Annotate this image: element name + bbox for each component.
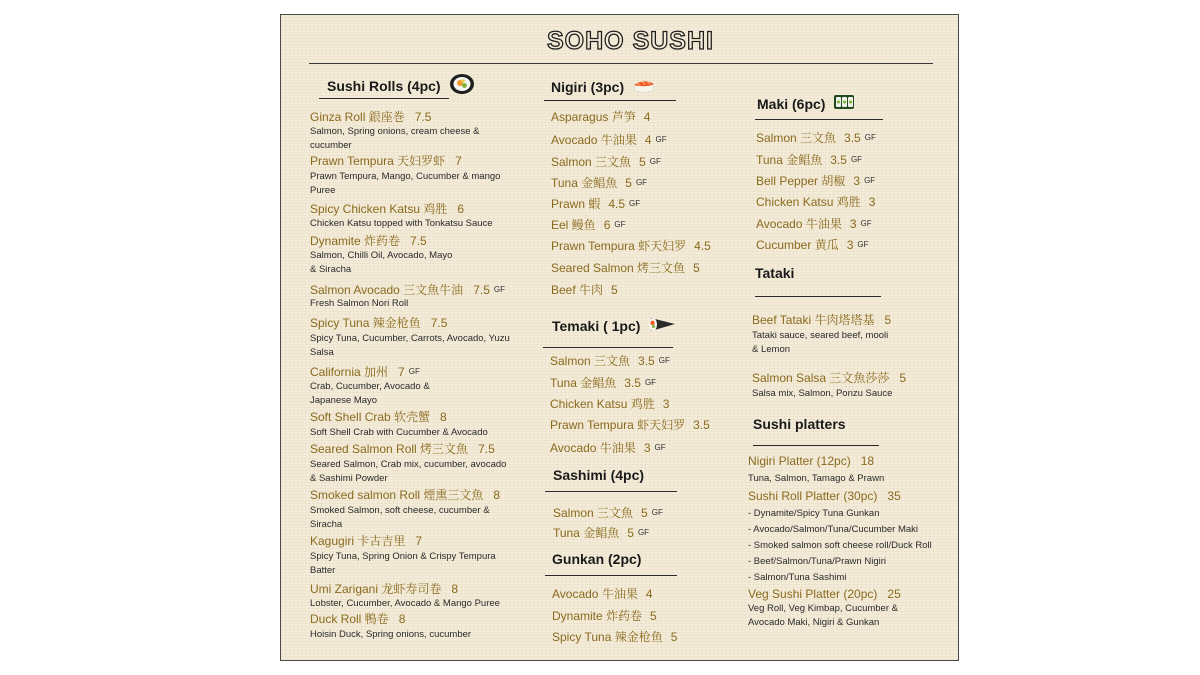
temaki-item: [550, 397, 669, 412]
gluten-free-badge: GF: [860, 219, 872, 228]
item-name: Eel 鳗鱼: [551, 218, 596, 232]
item-description: & Sashimi Powder: [310, 473, 388, 484]
gunkan-item: [552, 609, 657, 624]
nigiri-icon: [632, 77, 656, 96]
gluten-free-badge: GF: [857, 240, 869, 249]
item-description: Fresh Salmon Nori Roll: [310, 298, 409, 309]
item-name: Spicy Tuna 辣金枪鱼: [552, 630, 663, 644]
item-description: Salsa mix, Salmon, Ponzu Sauce: [752, 388, 893, 399]
temaki-heading-text: Temaki ( 1pc): [552, 317, 641, 334]
sushi-rolls-item: [310, 410, 447, 425]
item-description: Batter: [310, 565, 336, 576]
item-description: Tataki sauce, seared beef, mooli: [752, 330, 889, 341]
nigiri-item: [551, 239, 711, 254]
item-price: 7.5: [414, 110, 432, 124]
section-heading-platters: [753, 416, 846, 432]
item-description: Seared Salmon, Crab mix, cucumber, avocado: [310, 459, 507, 470]
item-name: Tuna 金鲳魚: [553, 526, 620, 540]
item-name: Dynamite 炸药卷: [552, 609, 643, 623]
sushi-rolls-item: [310, 534, 422, 549]
maki-icon: [833, 93, 855, 114]
item-name: Salmon 三文魚: [756, 131, 837, 145]
section-heading-sushi-rolls: [327, 73, 475, 98]
nigiri-item: [551, 154, 661, 170]
item-name: Salmon 三文魚: [551, 155, 632, 169]
item-name: Beef Tataki 牛肉塔塔基: [752, 313, 875, 327]
item-description: - Smoked salmon soft cheese roll/Duck Roll: [748, 540, 932, 551]
maki-item: [756, 237, 869, 253]
item-name: California 加州: [310, 365, 389, 379]
item-description: Prawn Tempura, Mango, Cucumber & mango: [310, 171, 501, 182]
item-price: 4: [643, 110, 651, 124]
item-price: 3: [643, 441, 651, 455]
item-price: 3: [846, 238, 854, 252]
item-name: Spicy Tuna 辣金枪鱼: [310, 316, 421, 330]
item-description: - Avocado/Salmon/Tuna/Cucumber Maki: [748, 524, 919, 535]
platters-item: [748, 489, 901, 504]
item-name: Veg Sushi Platter (20pc): [748, 587, 878, 601]
temaki-icon: [648, 314, 678, 337]
item-description: Salmon, Spring onions, cream cheese &: [310, 126, 480, 137]
item-price: 5: [625, 176, 632, 190]
item-name: Ginza Roll 銀座巻: [310, 110, 405, 124]
sushi-rolls-item: [310, 442, 495, 457]
item-description: Smoked Salmon, soft cheese, cucumber &: [310, 505, 490, 516]
platters-heading-text: Sushi platters: [753, 416, 846, 432]
sushi-rolls-item: [310, 202, 464, 217]
tataki-item: [752, 313, 891, 328]
item-price: 35: [887, 489, 901, 503]
gluten-free-badge: GF: [655, 135, 667, 144]
sushi-rolls-item: [310, 154, 462, 169]
maki-item: [756, 195, 875, 210]
gluten-free-badge: GF: [649, 157, 661, 166]
gluten-free-badge: GF: [850, 155, 863, 164]
item-price: 7: [398, 365, 405, 379]
item-description: Spicy Tuna, Spring Onion & Crispy Tempura: [310, 551, 496, 562]
temaki-rule: [543, 347, 673, 348]
item-price: 7.5: [430, 316, 448, 330]
tataki-item: [752, 371, 906, 386]
maki-item: [756, 173, 875, 189]
item-price: 3: [868, 195, 876, 209]
item-description: - Beef/Salmon/Tuna/Prawn Nigiri: [748, 556, 886, 567]
sushi-rolls-item: [310, 364, 420, 380]
section-heading-tataki: [755, 265, 794, 281]
item-description: Hoisin Duck, Spring onions, cucumber: [310, 629, 472, 640]
tataki-rule: [755, 296, 881, 297]
item-name: Seared Salmon 烤三文鱼: [551, 261, 686, 275]
item-name: Avocado 牛油果: [550, 441, 636, 455]
item-price: 8: [440, 410, 447, 424]
section-heading-gunkan: [552, 551, 641, 567]
item-price: 3.5: [638, 354, 655, 368]
item-name: Avocado 牛油果: [551, 133, 637, 147]
item-price: 5: [899, 371, 907, 385]
sushi-rolls-item: [310, 234, 427, 249]
item-description: Veg Roll, Veg Kimbap, Cucumber &: [748, 603, 898, 614]
nigiri-item: [551, 110, 650, 125]
sushi-rolls-item: [310, 110, 431, 125]
maki-item: [756, 130, 876, 146]
tataki-heading-text: Tataki: [755, 265, 795, 281]
maki-item: [756, 152, 862, 168]
sashimi-item: [553, 525, 649, 541]
item-name: Tuna 金鲳魚: [550, 376, 617, 390]
gluten-free-badge: GF: [635, 178, 648, 187]
item-name: Tuna 金鲳魚: [756, 153, 823, 167]
item-description: Spicy Tuna, Cucumber, Carrots, Avocado, Yuzu: [310, 333, 510, 344]
gluten-free-badge: GF: [864, 133, 876, 142]
item-description: cucumber: [310, 140, 352, 151]
sashimi-rule: [545, 491, 677, 492]
item-description: - Salmon/Tuna Sashimi: [748, 572, 847, 583]
item-description: - Dynamite/Spicy Tuna Gunkan: [748, 508, 880, 519]
item-description: Chicken Katsu topped with Tonkatsu Sauce: [310, 218, 493, 229]
item-name: Chicken Katsu 鸡胜: [550, 397, 655, 411]
sashimi-heading-text: Sashimi (4pc): [553, 467, 645, 483]
sushi-roll-icon: [449, 73, 475, 98]
item-name: Tuna 金鲳魚: [551, 176, 618, 190]
item-description: Japanese Mayo: [310, 395, 378, 406]
item-description: & Lemon: [752, 344, 791, 355]
sushi-rolls-item: [310, 612, 405, 627]
maki-heading-text: Maki (6pc): [757, 95, 826, 112]
item-name: Nigiri Platter (12pc): [748, 454, 851, 468]
gluten-free-badge: GF: [644, 378, 657, 387]
item-price: 8: [451, 582, 459, 596]
title-divider: [309, 63, 933, 64]
item-name: Smoked salmon Roll 煙熏三文魚: [310, 488, 484, 502]
item-name: Seared Salmon Roll 烤三文魚: [310, 442, 469, 456]
item-price: 5: [641, 506, 648, 520]
item-price: 25: [887, 587, 901, 601]
item-price: 5: [884, 313, 892, 327]
item-description: Soft Shell Crab with Cucumber & Avocado: [310, 427, 488, 438]
item-description: & Siracha: [310, 264, 352, 275]
sushi-rolls-heading-text: Sushi Rolls (4pc): [327, 77, 441, 94]
item-price: 7.5: [478, 442, 495, 456]
item-price: 6: [457, 202, 465, 216]
item-price: 3.5: [830, 153, 847, 167]
temaki-item: [550, 375, 656, 391]
sushi-rolls-item: [310, 316, 447, 331]
item-price: 5: [627, 526, 634, 540]
gunkan-rule: [545, 575, 677, 576]
item-price: 3: [662, 397, 670, 411]
item-name: Prawn 蝦: [551, 197, 601, 211]
item-name: Kagugiri 卡古吉里: [310, 534, 406, 548]
gluten-free-badge: GF: [493, 285, 505, 294]
item-name: Chicken Katsu 鸡胜: [756, 195, 861, 209]
sushi-rolls-item: [310, 582, 458, 597]
item-name: Duck Roll 鴨卷: [310, 612, 389, 626]
item-name: Prawn Tempura 天妇罗虾: [310, 154, 446, 168]
nigiri-item: [551, 132, 667, 148]
sushi-rolls-rule: [319, 98, 449, 99]
nigiri-item: [551, 196, 640, 212]
item-name: Prawn Tempura 虾天妇罗: [550, 418, 686, 432]
item-name: Umi Zarigani 龙虾寿司卷: [310, 582, 442, 596]
gluten-free-badge: GF: [629, 199, 641, 208]
item-name: Salmon Avocado 三文魚牛油: [310, 283, 464, 297]
item-price: 18: [860, 454, 875, 468]
item-price: 5: [693, 261, 700, 275]
item-description: Lobster, Cucumber, Avocado & Mango Puree: [310, 598, 500, 609]
item-price: 4: [644, 133, 652, 147]
nigiri-item: [551, 283, 618, 298]
gluten-free-badge: GF: [637, 528, 650, 537]
item-price: 4.5: [608, 197, 626, 211]
gluten-free-badge: GF: [651, 508, 663, 517]
item-price: 5: [650, 609, 657, 623]
item-description: Salmon, Chilli Oil, Avocado, Mayo: [310, 250, 453, 261]
item-name: Prawn Tempura 虾天妇罗: [551, 239, 687, 253]
item-price: 5: [611, 283, 618, 297]
item-name: Spicy Chicken Katsu 鸡胜: [310, 202, 448, 216]
item-price: 8: [398, 612, 406, 626]
item-name: Salmon 三文魚: [553, 506, 634, 520]
item-price: 4.5: [694, 239, 711, 253]
item-name: Dynamite 炸药卷: [310, 234, 401, 248]
section-heading-nigiri: [551, 77, 656, 96]
temaki-item: [550, 353, 670, 369]
gluten-free-badge: GF: [614, 220, 626, 229]
item-name: Asparagus 芦笋: [551, 110, 636, 124]
sushi-rolls-item: [310, 282, 505, 298]
item-price: 8: [493, 488, 501, 502]
item-price: 3.5: [844, 131, 861, 145]
nigiri-item: [551, 175, 647, 191]
item-description: Siracha: [310, 519, 343, 530]
item-description: Crab, Cucumber, Avocado &: [310, 381, 430, 392]
temaki-item: [550, 418, 710, 433]
item-description: Tuna, Salmon, Tamago & Prawn: [748, 473, 885, 484]
item-name: Soft Shell Crab 软壳蟹: [310, 410, 431, 424]
item-price: 7: [455, 154, 462, 168]
item-name: Avocado 牛油果: [552, 587, 638, 601]
item-description: Avocado Maki, Nigiri & Gunkan: [748, 617, 880, 628]
item-price: 7.5: [410, 234, 427, 248]
maki-item: [756, 216, 872, 232]
item-description: Salsa: [310, 347, 334, 358]
item-price: 5: [639, 155, 646, 169]
item-price: 3.5: [693, 418, 710, 432]
menu-board: [280, 14, 959, 661]
section-heading-maki: [757, 93, 855, 114]
maki-rule: [755, 119, 883, 120]
nigiri-item: [551, 217, 625, 233]
nigiri-rule: [544, 100, 676, 101]
item-name: Salmon 三文魚: [550, 354, 631, 368]
item-name: Bell Pepper 胡椒: [756, 174, 846, 188]
item-name: Sushi Roll Platter (30pc): [748, 489, 878, 503]
sushi-rolls-item: [310, 488, 500, 503]
section-heading-temaki: [552, 314, 678, 337]
sashimi-item: [553, 505, 663, 521]
platters-item: [748, 587, 901, 602]
item-name: Beef 牛肉: [551, 283, 604, 297]
gluten-free-badge: GF: [408, 367, 420, 376]
item-price: 6: [603, 218, 611, 232]
gunkan-heading-text: Gunkan (2pc): [552, 551, 642, 567]
gluten-free-badge: GF: [654, 443, 666, 452]
nigiri-item: [551, 261, 700, 276]
gluten-free-badge: GF: [864, 176, 876, 185]
item-description: Puree: [310, 185, 336, 196]
item-name: Salmon Salsa 三文魚莎莎: [752, 371, 890, 385]
platters-item: [748, 454, 874, 469]
item-price: 3: [849, 217, 857, 231]
item-price: 7.5: [473, 283, 490, 297]
section-heading-sashimi: [553, 467, 644, 483]
item-name: Avocado 牛油果: [756, 217, 842, 231]
restaurant-title: SOHO SUSHI: [547, 27, 714, 55]
nigiri-heading-text: Nigiri (3pc): [551, 78, 625, 95]
item-price: 3: [853, 174, 861, 188]
item-price: 5: [670, 630, 678, 644]
gunkan-item: [552, 630, 677, 645]
item-price: 4: [645, 587, 653, 601]
item-price: 3.5: [624, 376, 641, 390]
gunkan-item: [552, 587, 653, 602]
item-name: Cucumber 黄瓜: [756, 238, 839, 252]
item-price: 7: [415, 534, 423, 548]
temaki-item: [550, 440, 666, 456]
platters-rule: [753, 445, 879, 446]
gluten-free-badge: GF: [658, 356, 670, 365]
